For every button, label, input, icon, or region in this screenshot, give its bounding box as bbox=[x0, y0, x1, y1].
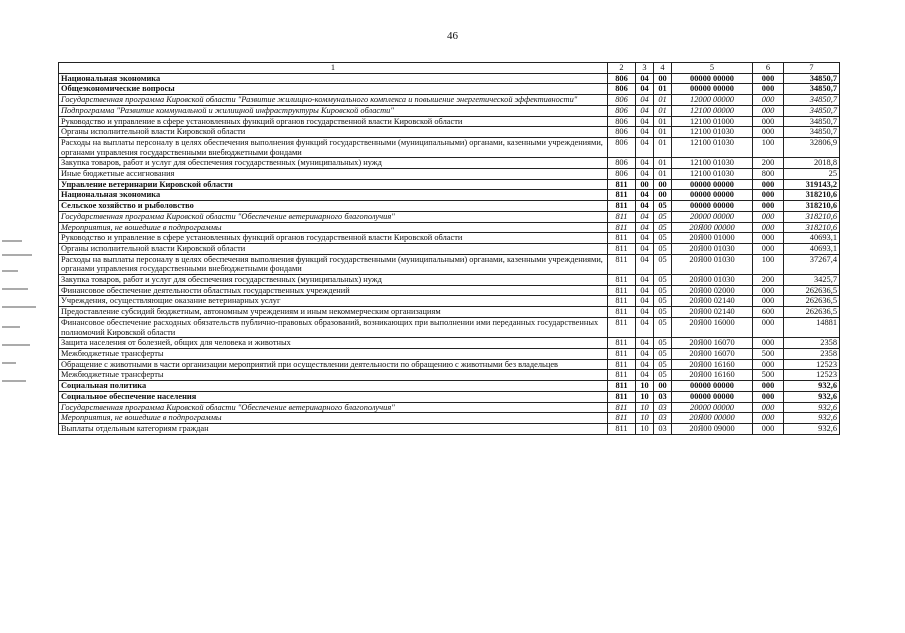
row-expense-type: 000 bbox=[753, 201, 784, 212]
row-amount: 12523 bbox=[784, 359, 840, 370]
row-target-code: 20Я00 01030 bbox=[672, 275, 753, 286]
row-amount: 932,6 bbox=[784, 413, 840, 424]
row-target-code: 00000 00000 bbox=[672, 391, 753, 402]
row-target-code: 20Я00 16160 bbox=[672, 359, 753, 370]
table-row bbox=[59, 317, 840, 337]
row-name: Закупка товаров, работ и услуг для обеспечения государственных (муниципальных) нужд bbox=[59, 275, 608, 286]
row-expense-type: 000 bbox=[753, 211, 784, 222]
row-amount: 318210,6 bbox=[784, 222, 840, 233]
row-name: Управление ветеринарии Кировской области bbox=[59, 179, 608, 190]
row-section: 04 bbox=[636, 285, 654, 296]
row-name: Расходы на выплаты персоналу в целях обеспечения выполнения функций государственными (муниципальными) органами, казенными учреждениями, органами управления государственными внебюджетными фондами bbox=[59, 254, 608, 274]
row-admin-code: 811 bbox=[608, 338, 636, 349]
row-target-code: 12100 01000 bbox=[672, 116, 753, 127]
row-subsection: 05 bbox=[654, 222, 672, 233]
row-name: Выплаты отдельным категориям граждан bbox=[59, 423, 608, 434]
row-amount: 318210,6 bbox=[784, 211, 840, 222]
row-section: 00 bbox=[636, 179, 654, 190]
row-target-code: 20Я00 01030 bbox=[672, 243, 753, 254]
row-name: Обращение с животными в части организации мероприятий при осуществлении деятельности по обращению с животными без владельцев bbox=[59, 359, 608, 370]
table-row bbox=[59, 233, 840, 244]
row-expense-type: 000 bbox=[753, 423, 784, 434]
row-amount: 319143,2 bbox=[784, 179, 840, 190]
row-expense-type: 000 bbox=[753, 338, 784, 349]
table-row bbox=[59, 158, 840, 169]
row-amount: 932,6 bbox=[784, 402, 840, 413]
row-subsection: 05 bbox=[654, 317, 672, 337]
table-row bbox=[59, 296, 840, 307]
row-subsection: 00 bbox=[654, 179, 672, 190]
row-amount: 12523 bbox=[784, 370, 840, 381]
row-admin-code: 811 bbox=[608, 402, 636, 413]
table-row bbox=[59, 391, 840, 402]
row-admin-code: 811 bbox=[608, 296, 636, 307]
row-section: 10 bbox=[636, 391, 654, 402]
row-target-code: 20Я00 16160 bbox=[672, 370, 753, 381]
row-expense-type: 200 bbox=[753, 275, 784, 286]
row-subsection: 05 bbox=[654, 296, 672, 307]
row-name: Национальная экономика bbox=[59, 190, 608, 201]
row-name: Общеэкономические вопросы bbox=[59, 84, 608, 95]
row-target-code: 20000 00000 bbox=[672, 402, 753, 413]
row-target-code: 20Я00 00000 bbox=[672, 222, 753, 233]
row-subsection: 01 bbox=[654, 116, 672, 127]
row-name: Государственная программа Кировской области "Развитие жилищно-коммунального комплекса и повышение энергетической эффективности" bbox=[59, 95, 608, 106]
row-subsection: 01 bbox=[654, 95, 672, 106]
row-section: 04 bbox=[636, 105, 654, 116]
row-name: Государственная программа Кировской области "Обеспечение ветеринарного благополучия" bbox=[59, 402, 608, 413]
table-row bbox=[59, 275, 840, 286]
row-subsection: 05 bbox=[654, 243, 672, 254]
row-admin-code: 806 bbox=[608, 95, 636, 106]
row-subsection: 05 bbox=[654, 233, 672, 244]
row-target-code: 20Я00 02000 bbox=[672, 285, 753, 296]
row-amount: 3425,7 bbox=[784, 275, 840, 286]
table-row bbox=[59, 285, 840, 296]
row-expense-type: 000 bbox=[753, 190, 784, 201]
row-section: 04 bbox=[636, 158, 654, 169]
row-amount: 37267,4 bbox=[784, 254, 840, 274]
row-subsection: 03 bbox=[654, 391, 672, 402]
row-section: 04 bbox=[636, 370, 654, 381]
row-admin-code: 811 bbox=[608, 254, 636, 274]
row-admin-code: 811 bbox=[608, 275, 636, 286]
row-amount: 34850,7 bbox=[784, 73, 840, 84]
column-header: 2 bbox=[608, 63, 636, 74]
row-subsection: 05 bbox=[654, 348, 672, 359]
row-target-code: 12100 01030 bbox=[672, 127, 753, 138]
row-amount: 14881 bbox=[784, 317, 840, 337]
row-subsection: 01 bbox=[654, 137, 672, 157]
row-section: 04 bbox=[636, 233, 654, 244]
row-section: 10 bbox=[636, 423, 654, 434]
row-name: Социальное обеспечение населения bbox=[59, 391, 608, 402]
row-amount: 262636,5 bbox=[784, 307, 840, 318]
row-expense-type: 000 bbox=[753, 222, 784, 233]
row-section: 04 bbox=[636, 169, 654, 180]
row-section: 04 bbox=[636, 348, 654, 359]
row-subsection: 03 bbox=[654, 402, 672, 413]
row-admin-code: 806 bbox=[608, 73, 636, 84]
row-subsection: 01 bbox=[654, 158, 672, 169]
row-admin-code: 811 bbox=[608, 413, 636, 424]
row-name: Финансовое обеспечение деятельности областных государственных учреждений bbox=[59, 285, 608, 296]
row-expense-type: 000 bbox=[753, 381, 784, 392]
row-amount: 34850,7 bbox=[784, 84, 840, 95]
row-subsection: 01 bbox=[654, 84, 672, 95]
row-subsection: 05 bbox=[654, 359, 672, 370]
table-row bbox=[59, 73, 840, 84]
row-section: 04 bbox=[636, 307, 654, 318]
row-expense-type: 000 bbox=[753, 84, 784, 95]
row-target-code: 20Я00 01030 bbox=[672, 254, 753, 274]
table-row bbox=[59, 348, 840, 359]
table-header-row bbox=[59, 63, 840, 74]
row-target-code: 20Я00 16070 bbox=[672, 348, 753, 359]
table-row bbox=[59, 179, 840, 190]
row-admin-code: 806 bbox=[608, 116, 636, 127]
row-admin-code: 806 bbox=[608, 105, 636, 116]
row-name: Мероприятия, не вошедшие в подпрограммы bbox=[59, 413, 608, 424]
row-expense-type: 500 bbox=[753, 348, 784, 359]
row-section: 04 bbox=[636, 243, 654, 254]
row-admin-code: 811 bbox=[608, 190, 636, 201]
column-header: 6 bbox=[753, 63, 784, 74]
row-expense-type: 000 bbox=[753, 296, 784, 307]
row-section: 04 bbox=[636, 116, 654, 127]
row-expense-type: 800 bbox=[753, 169, 784, 180]
row-subsection: 01 bbox=[654, 169, 672, 180]
row-expense-type: 600 bbox=[753, 307, 784, 318]
row-subsection: 05 bbox=[654, 275, 672, 286]
row-expense-type: 000 bbox=[753, 127, 784, 138]
table-row bbox=[59, 127, 840, 138]
row-section: 04 bbox=[636, 190, 654, 201]
row-admin-code: 811 bbox=[608, 370, 636, 381]
row-target-code: 20Я00 00000 bbox=[672, 413, 753, 424]
row-admin-code: 811 bbox=[608, 423, 636, 434]
column-header: 5 bbox=[672, 63, 753, 74]
row-name: Учреждения, осуществляющие оказание ветеринарных услуг bbox=[59, 296, 608, 307]
row-section: 04 bbox=[636, 275, 654, 286]
row-name: Расходы на выплаты персоналу в целях обеспечения выполнения функций государственными (муниципальными) органами, казенными учреждениями, органами управления государственными внебюджетными фондами bbox=[59, 137, 608, 157]
column-header: 4 bbox=[654, 63, 672, 74]
row-target-code: 12100 00000 bbox=[672, 105, 753, 116]
row-amount: 318210,6 bbox=[784, 201, 840, 212]
row-admin-code: 811 bbox=[608, 211, 636, 222]
table-row bbox=[59, 402, 840, 413]
row-admin-code: 811 bbox=[608, 381, 636, 392]
page-number: 46 bbox=[447, 30, 458, 42]
row-subsection: 03 bbox=[654, 423, 672, 434]
row-target-code: 20Я00 01000 bbox=[672, 233, 753, 244]
row-target-code: 12000 00000 bbox=[672, 95, 753, 106]
row-admin-code: 811 bbox=[608, 201, 636, 212]
row-expense-type: 500 bbox=[753, 370, 784, 381]
row-name: Органы исполнительной власти Кировской области bbox=[59, 127, 608, 138]
row-target-code: 00000 00000 bbox=[672, 179, 753, 190]
row-name: Национальная экономика bbox=[59, 73, 608, 84]
row-name: Иные бюджетные ассигнования bbox=[59, 169, 608, 180]
table-row bbox=[59, 370, 840, 381]
row-expense-type: 000 bbox=[753, 243, 784, 254]
row-name: Межбюджетные трансферты bbox=[59, 370, 608, 381]
row-section: 04 bbox=[636, 127, 654, 138]
scan-margin-marks bbox=[2, 240, 46, 410]
row-section: 04 bbox=[636, 254, 654, 274]
row-name: Закупка товаров, работ и услуг для обеспечения государственных (муниципальных) нужд bbox=[59, 158, 608, 169]
row-expense-type: 000 bbox=[753, 105, 784, 116]
row-target-code: 20Я00 16070 bbox=[672, 338, 753, 349]
row-amount: 932,6 bbox=[784, 381, 840, 392]
row-subsection: 05 bbox=[654, 307, 672, 318]
row-amount: 2358 bbox=[784, 348, 840, 359]
row-section: 10 bbox=[636, 402, 654, 413]
row-admin-code: 811 bbox=[608, 359, 636, 370]
column-header: 1 bbox=[59, 63, 608, 74]
row-name: Государственная программа Кировской области "Обеспечение ветеринарного благополучия" bbox=[59, 211, 608, 222]
row-name: Социальная политика bbox=[59, 381, 608, 392]
row-name: Руководство и управление в сфере установленных функций органов государственной власти Кировской области bbox=[59, 116, 608, 127]
row-subsection: 05 bbox=[654, 370, 672, 381]
table-row bbox=[59, 413, 840, 424]
table-row bbox=[59, 190, 840, 201]
row-admin-code: 811 bbox=[608, 317, 636, 337]
row-name: Мероприятия, не вошедшие в подпрограммы bbox=[59, 222, 608, 233]
row-name: Межбюджетные трансферты bbox=[59, 348, 608, 359]
table-row bbox=[59, 95, 840, 106]
row-admin-code: 811 bbox=[608, 348, 636, 359]
table-row bbox=[59, 105, 840, 116]
row-amount: 34850,7 bbox=[784, 105, 840, 116]
row-name: Сельское хозяйство и рыболовство bbox=[59, 201, 608, 212]
row-expense-type: 000 bbox=[753, 95, 784, 106]
row-amount: 34850,7 bbox=[784, 95, 840, 106]
row-admin-code: 811 bbox=[608, 222, 636, 233]
row-section: 04 bbox=[636, 296, 654, 307]
row-target-code: 12100 01030 bbox=[672, 169, 753, 180]
table-row bbox=[59, 254, 840, 274]
row-subsection: 05 bbox=[654, 285, 672, 296]
row-amount: 932,6 bbox=[784, 391, 840, 402]
row-amount: 262636,5 bbox=[784, 285, 840, 296]
row-subsection: 00 bbox=[654, 73, 672, 84]
row-expense-type: 000 bbox=[753, 233, 784, 244]
row-admin-code: 806 bbox=[608, 158, 636, 169]
row-section: 04 bbox=[636, 95, 654, 106]
row-target-code: 20Я00 02140 bbox=[672, 307, 753, 318]
table-row bbox=[59, 243, 840, 254]
table-row bbox=[59, 381, 840, 392]
row-subsection: 05 bbox=[654, 201, 672, 212]
row-subsection: 03 bbox=[654, 413, 672, 424]
row-expense-type: 000 bbox=[753, 285, 784, 296]
row-section: 04 bbox=[636, 338, 654, 349]
row-name: Руководство и управление в сфере установленных функций органов государственной власти Кировской области bbox=[59, 233, 608, 244]
row-amount: 932,6 bbox=[784, 423, 840, 434]
row-subsection: 05 bbox=[654, 338, 672, 349]
row-name: Защита населения от болезней, общих для человека и животных bbox=[59, 338, 608, 349]
row-name: Подпрограмма "Развитие коммунальной и жилищной инфраструктуры Кировской области" bbox=[59, 105, 608, 116]
row-target-code: 12100 01030 bbox=[672, 137, 753, 157]
row-section: 04 bbox=[636, 317, 654, 337]
column-header: 3 bbox=[636, 63, 654, 74]
row-section: 04 bbox=[636, 222, 654, 233]
row-expense-type: 000 bbox=[753, 179, 784, 190]
table-row bbox=[59, 84, 840, 95]
row-admin-code: 811 bbox=[608, 179, 636, 190]
row-admin-code: 811 bbox=[608, 285, 636, 296]
row-section: 04 bbox=[636, 359, 654, 370]
row-admin-code: 806 bbox=[608, 137, 636, 157]
row-target-code: 00000 00000 bbox=[672, 381, 753, 392]
row-expense-type: 000 bbox=[753, 413, 784, 424]
row-section: 04 bbox=[636, 73, 654, 84]
row-target-code: 20000 00000 bbox=[672, 211, 753, 222]
row-admin-code: 811 bbox=[608, 233, 636, 244]
row-admin-code: 806 bbox=[608, 169, 636, 180]
row-amount: 40693,1 bbox=[784, 243, 840, 254]
row-target-code: 00000 00000 bbox=[672, 73, 753, 84]
row-section: 10 bbox=[636, 381, 654, 392]
row-target-code: 12100 01030 bbox=[672, 158, 753, 169]
row-expense-type: 100 bbox=[753, 137, 784, 157]
row-amount: 34850,7 bbox=[784, 116, 840, 127]
row-expense-type: 000 bbox=[753, 402, 784, 413]
row-admin-code: 806 bbox=[608, 84, 636, 95]
row-section: 04 bbox=[636, 137, 654, 157]
row-target-code: 20Я00 16000 bbox=[672, 317, 753, 337]
row-expense-type: 100 bbox=[753, 254, 784, 274]
row-amount: 2358 bbox=[784, 338, 840, 349]
table-row bbox=[59, 211, 840, 222]
table-row bbox=[59, 201, 840, 212]
table-row bbox=[59, 359, 840, 370]
row-subsection: 05 bbox=[654, 211, 672, 222]
row-target-code: 00000 00000 bbox=[672, 190, 753, 201]
row-section: 04 bbox=[636, 84, 654, 95]
row-subsection: 01 bbox=[654, 127, 672, 138]
row-expense-type: 000 bbox=[753, 317, 784, 337]
row-expense-type: 000 bbox=[753, 73, 784, 84]
table-row bbox=[59, 169, 840, 180]
row-section: 04 bbox=[636, 201, 654, 212]
row-name: Предоставление субсидий бюджетным, автономным учреждениям и иным некоммерческим организациям bbox=[59, 307, 608, 318]
row-amount: 32806,9 bbox=[784, 137, 840, 157]
row-amount: 262636,5 bbox=[784, 296, 840, 307]
row-amount: 25 bbox=[784, 169, 840, 180]
row-section: 04 bbox=[636, 211, 654, 222]
table-row bbox=[59, 307, 840, 318]
row-amount: 2018,8 bbox=[784, 158, 840, 169]
row-target-code: 00000 00000 bbox=[672, 201, 753, 212]
table-row bbox=[59, 137, 840, 157]
table-row bbox=[59, 338, 840, 349]
row-expense-type: 000 bbox=[753, 391, 784, 402]
row-amount: 318210,6 bbox=[784, 190, 840, 201]
row-section: 10 bbox=[636, 413, 654, 424]
row-admin-code: 811 bbox=[608, 307, 636, 318]
budget-table bbox=[58, 62, 840, 435]
row-name: Финансовое обеспечение расходных обязательств публично-правовых образований, возникающих при выполнении ими переданных государственных полномочий Кировской области bbox=[59, 317, 608, 337]
row-admin-code: 811 bbox=[608, 391, 636, 402]
row-subsection: 00 bbox=[654, 190, 672, 201]
row-target-code: 20Я00 02140 bbox=[672, 296, 753, 307]
table-row bbox=[59, 222, 840, 233]
row-target-code: 00000 00000 bbox=[672, 84, 753, 95]
table-row bbox=[59, 116, 840, 127]
table-row bbox=[59, 423, 840, 434]
row-subsection: 00 bbox=[654, 381, 672, 392]
row-subsection: 01 bbox=[654, 105, 672, 116]
row-expense-type: 200 bbox=[753, 158, 784, 169]
row-amount: 34850,7 bbox=[784, 127, 840, 138]
row-amount: 40693,1 bbox=[784, 233, 840, 244]
row-admin-code: 811 bbox=[608, 243, 636, 254]
column-header: 7 bbox=[784, 63, 840, 74]
row-admin-code: 806 bbox=[608, 127, 636, 138]
row-target-code: 20Я00 09000 bbox=[672, 423, 753, 434]
row-expense-type: 000 bbox=[753, 116, 784, 127]
row-subsection: 05 bbox=[654, 254, 672, 274]
row-expense-type: 000 bbox=[753, 359, 784, 370]
row-name: Органы исполнительной власти Кировской области bbox=[59, 243, 608, 254]
